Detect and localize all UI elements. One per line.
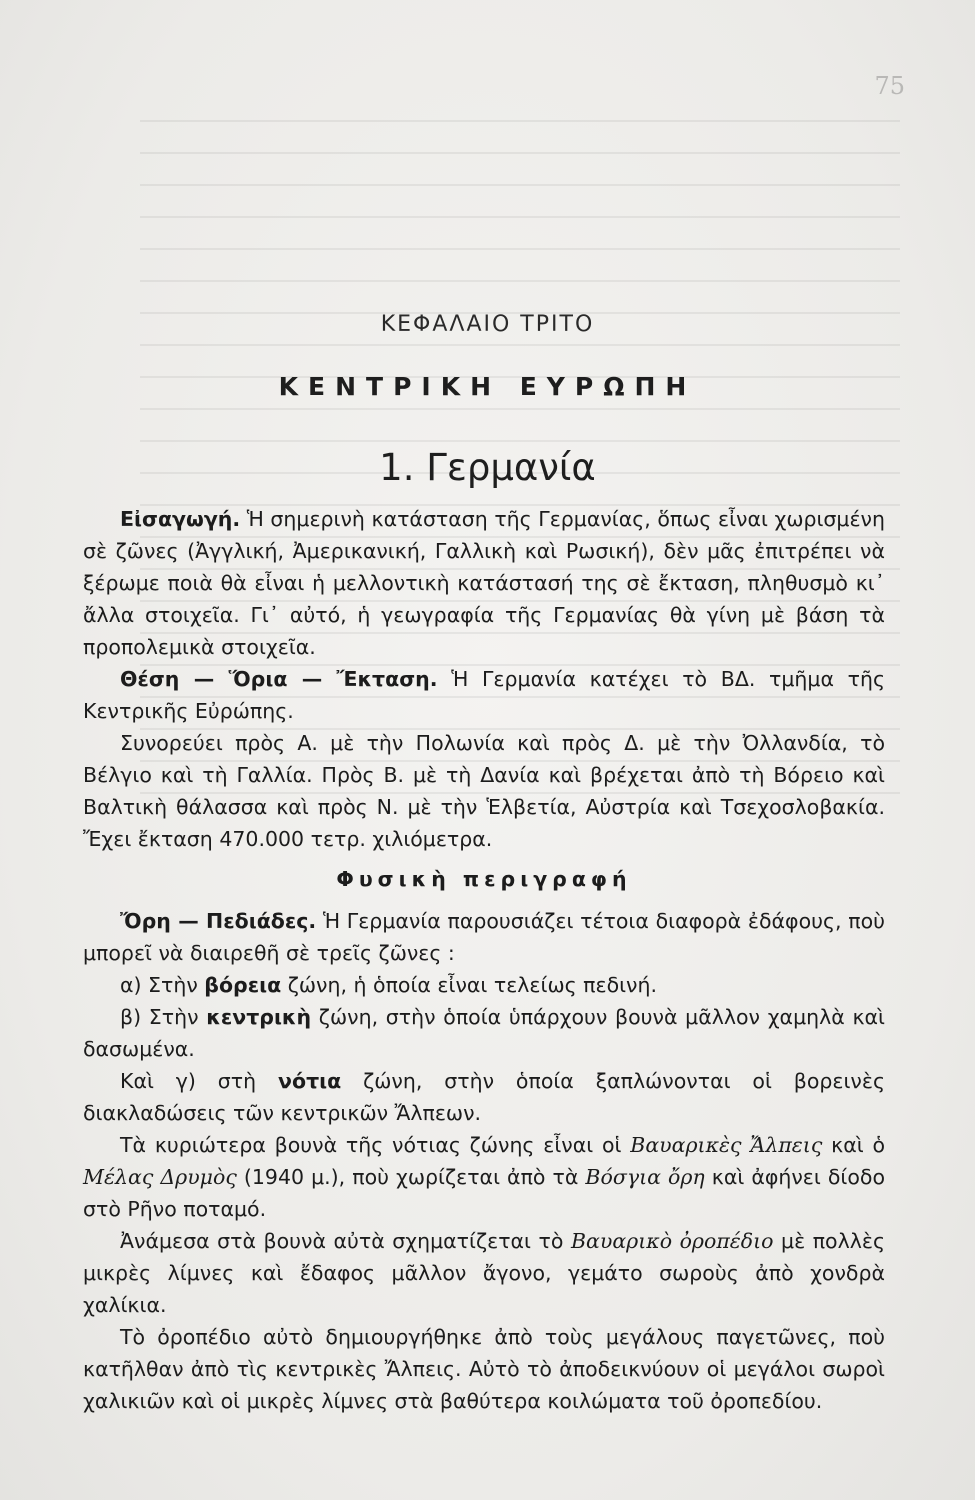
peaks-text-4: καὶ ἀφήνει δίοδο στὸ Ρῆνο ποταμό. (83, 1165, 885, 1221)
vosges-name: Βόσγια ὄρη (585, 1165, 705, 1189)
chapter-title: ΚΕΝΤΡΙΚΗ ΕΥΡΩΠΗ (278, 372, 697, 401)
bavarian-alps-name: Βαυαρικὲς Ἄλπεις (630, 1133, 823, 1157)
mountains-lead: Ὄρη — Πεδιάδες. (120, 909, 317, 933)
mountains-text: Ἡ Γερμανία παρουσιάζει τέτοια διαφορὰ ἐδάφους, ποὺ μπορεῖ νὰ διαιρεθῆ σὲ τρεῖς ζῶνες : (83, 909, 886, 965)
zone-c-paragraph (83, 1065, 885, 1129)
zone-b-post: ζώνη, στὴν ὁποία ὑπάρχουν βουνὰ μᾶλλον χαμηλὰ καὶ δασωμένα. (83, 1005, 885, 1061)
peaks-text-1: Τὰ κυριώτερα βουνὰ τῆς νότιας ζώνης εἶναι οἱ (120, 1133, 631, 1157)
zone-a-pre: α) Στὴν (120, 973, 205, 997)
zone-c-post: ζώνη, στὴν ὁποία ξαπλώνονται οἱ βορεινὲς διακλαδώσεις τῶν κεντρικῶν Ἄλπεων. (83, 1069, 885, 1125)
zone-b-pre: β) Στὴν (120, 1005, 207, 1029)
bavarian-plateau-name: Βαυαρικὸ ὀροπέδιο (570, 1229, 774, 1253)
mountains-paragraph (83, 905, 885, 969)
peaks-text-2: καὶ ὁ (822, 1133, 886, 1157)
position-lead: Θέση — Ὅρια — Ἔκταση. (120, 667, 438, 691)
intro-paragraph (83, 503, 885, 663)
zone-b-bold: κεντρικὴ (206, 1005, 312, 1029)
intro-lead: Εἰσαγωγή. (120, 507, 241, 531)
zone-c-pre: Καὶ γ) στὴ (120, 1069, 279, 1093)
plateau-paragraph (83, 1225, 885, 1321)
page-number: 75 (874, 72, 905, 100)
plateau-text-1: Ἀνάμεσα στὰ βουνὰ αὐτὰ σχηματίζεται τὸ (120, 1229, 571, 1253)
zone-c-bold: νότια (278, 1069, 342, 1093)
zone-a-post: ζώνη, ἡ ὁποία εἶναι τελείως πεδινή. (281, 973, 658, 997)
body-text (83, 503, 885, 1417)
peaks-paragraph (83, 1129, 885, 1225)
glacier-paragraph: Τὸ ὀροπέδιο αὐτὸ δημιουργήθηκε ἀπὸ τοὺς μεγάλους παγετῶνες, ποὺ κατῆλθαν ἀπὸ τὶς κεντρικὲς Ἄλπεις. Αὐτὸ τὸ ἀποδεικνύουν οἱ μεγάλοι σωροὶ χαλικιῶν καὶ οἱ μικρὲς λίμνες στὰ βαθύτερα κοιλώματα τοῦ ὀροπεδίου. (83, 1325, 885, 1413)
section-title: 1. Γερμανία (379, 446, 596, 489)
black-forest-name: Μέλας Δρυμὸς (83, 1165, 237, 1189)
position-text: Ἡ Γερμανία κατέχει τὸ ΒΔ. τμῆμα τῆς Κεντρικῆς Εὐρώπης. (83, 667, 885, 723)
zone-b-paragraph (83, 1001, 885, 1065)
plateau-text-2: μὲ πολλὲς μικρὲς λίμνες καὶ ἔδαφος μᾶλλον ἄγονο, γεμάτο σωροὺς ἀπὸ χονδρὰ χαλίκια. (83, 1229, 885, 1317)
chapter-label: ΚΕΦΑΛΑΙΟ ΤΡΙΤΟ (380, 312, 595, 337)
zone-a-bold: βόρεια (204, 973, 282, 997)
intro-text: Ἡ σημερινὴ κατάσταση τῆς Γερμανίας, ὅπως εἶναι χωρισμένη σὲ ζῶνες (Ἀγγλική, Ἀμερικανική, Γαλλικὴ καὶ Ρωσική), δὲν μᾶς ἐπιτρέπει νὰ ξέρωμε ποιὰ θὰ εἶναι ἡ μελλοντικὴ κατάστασή της σὲ ἔκταση, πληθυσμὸ κι᾽ ἄλλα στοιχεῖα. Γι᾽ αὐτό, ἡ γεωγραφία τῆς Γερμανίας θὰ γίνη μὲ βάση τὰ προπολεμικὰ στοιχεῖα. (83, 507, 885, 659)
borders-paragraph: Συνορεύει πρὸς Α. μὲ τὴν Πολωνία καὶ πρὸς Δ. μὲ τὴν Ὀλλανδία, τὸ Βέλγιο καὶ τὴ Γαλλία. Πρὸς Β. μὲ τὴ Δανία καὶ βρέχεται ἀπὸ τὴ Βόρειο καὶ Βαλτικὴ θάλασσα καὶ πρὸς Ν. μὲ τὴν Ἑλβετία, Αὐστρία καὶ Τσεχοσλοβακία. Ἔχει ἔκταση 470.000 τετρ. χιλιόμετρα. (83, 731, 885, 851)
zone-a-paragraph (83, 969, 885, 1001)
peaks-text-3: (1940 μ.), ποὺ χωρίζεται ἀπὸ τὰ (236, 1165, 586, 1189)
physical-description-heading: Φυσικὴ περιγραφή (336, 867, 632, 891)
position-paragraph (83, 663, 885, 727)
